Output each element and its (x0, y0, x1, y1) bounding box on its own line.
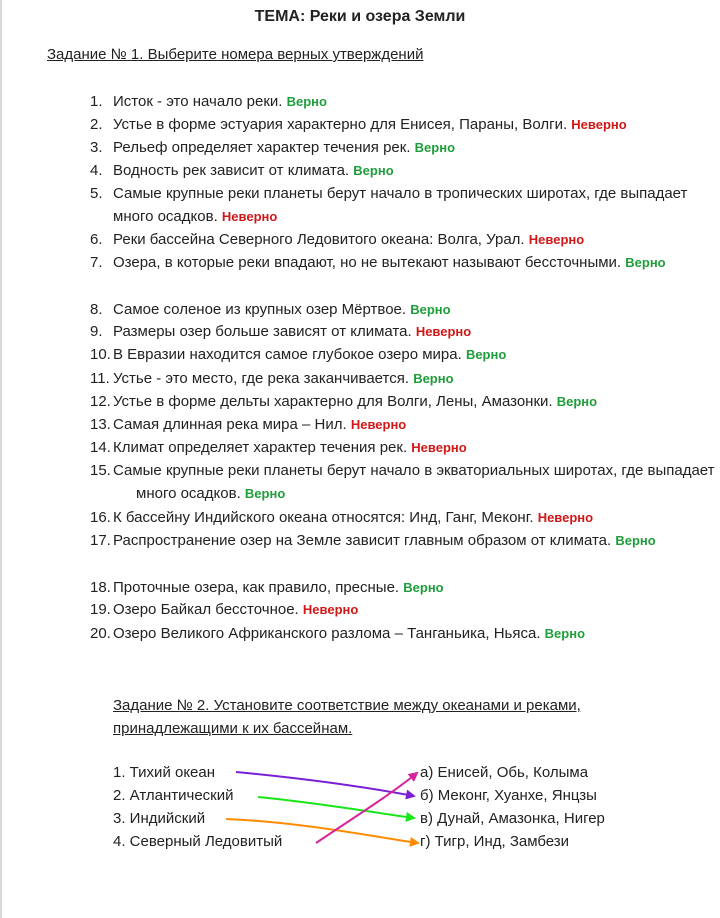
statement-number: 7. (90, 254, 103, 271)
verdict-label: Верно (413, 371, 454, 386)
statement-text: Рельеф определяет характер течения рек. (113, 139, 411, 156)
verdict-label: Неверно (350, 417, 407, 432)
statement-text: Устье - это место, где река заканчивается. (113, 370, 410, 387)
river-group-a: а) Енисей, Обь, Колыма (420, 764, 589, 781)
ocean-3: 3. Индийский (113, 810, 206, 827)
verdict-label: Верно (544, 626, 586, 641)
statement-text: Проточные озера, как правило, пресные. (113, 579, 400, 596)
river-group-b: б) Меконг, Хуанхе, Янцзы (420, 787, 597, 804)
verdict-label: Верно (615, 533, 656, 548)
statement-text: Устье в форме дельты характерно для Волги, Лены, Амазонки. (113, 393, 553, 410)
arrow-pacific-to-b (236, 772, 414, 796)
verdict-label: Верно (410, 302, 451, 317)
arrow-atlantic-to-c (258, 797, 414, 818)
ocean-2: 2. Атлантический (113, 787, 234, 804)
statement-text: Реки бассейна Северного Ледовитого океана: Волга, Урал. (113, 231, 525, 248)
verdict-label: Неверно (528, 232, 585, 247)
verdict-label: Неверно (221, 209, 278, 224)
statement-number: 4. (90, 162, 103, 179)
statement-number: 9. (90, 323, 103, 340)
verdict-label: Верно (556, 394, 598, 409)
statement-number: 17. (90, 532, 111, 549)
verdict-label: Верно (286, 94, 327, 109)
statement-number: 8. (90, 301, 103, 318)
statement-number: 5. (90, 185, 103, 202)
statement-number: 6. (90, 231, 103, 248)
verdict-label: Неверно (571, 117, 627, 132)
task2-heading: Задание № 2. Установите соответствие между океанами и реками, принадлежащими к их бассейнам. (113, 697, 581, 737)
statement-text: Самые крупные реки планеты берут начало в экваториальных широтах, где выпадает много осадков. (113, 462, 715, 502)
statement-text: Исток - это начало реки. (113, 93, 283, 110)
statement-text: Распространение озер на Земле зависит главным образом от климата. (113, 532, 612, 549)
statement-text: Устье в форме эстуария характерно для Енисея, Параны, Волги. (113, 116, 568, 133)
statement-text: Озеро Байкал бессточное. (113, 601, 299, 618)
verdict-label: Неверно (415, 324, 472, 339)
statement-text: Размеры озер больше зависят от климата. (113, 323, 412, 340)
statement-number: 2. (90, 116, 103, 133)
river-group-c: в) Дунай, Амазонка, Нигер (420, 810, 605, 827)
verdict-label: Верно (353, 163, 394, 178)
statement-number: 10. (90, 346, 111, 363)
ocean-4: 4. Северный Ледовитый (113, 833, 283, 850)
verdict-label: Верно (244, 486, 286, 501)
river-group-d: г) Тигр, Инд, Замбези (420, 833, 570, 850)
statement-text: Водность рек зависит от климата. (113, 162, 350, 179)
verdict-label: Верно (625, 255, 666, 270)
statement-text: В Евразии находится самое глубокое озеро мира. (113, 346, 462, 363)
statement-number: 13. (90, 416, 111, 433)
verdict-label: Неверно (411, 440, 467, 455)
statement-number: 18. (90, 579, 111, 596)
statement-number: 11. (90, 370, 110, 387)
statement-number: 1. (90, 93, 103, 110)
statement-text: Климат определяет характер течения рек. (113, 439, 408, 456)
verdict-label: Верно (403, 580, 444, 595)
statement-text: Самое соленое из крупных озер Мёртвое. (113, 301, 407, 318)
task1-heading: Задание № 1. Выберите номера верных утверждений (47, 46, 424, 63)
statement-text: Озеро Великого Африканского разлома – Танганьика, Ньяса. (113, 625, 541, 642)
ocean-1: 1. Тихий океан (113, 764, 216, 781)
verdict-label: Неверно (302, 602, 359, 617)
statement-number: 12. (90, 393, 111, 410)
verdict-label: Верно (465, 347, 507, 362)
statement-text: К бассейну Индийского океана относятся: Инд, Ганг, Меконг. (113, 509, 534, 526)
statement-text: Самые крупные реки планеты берут начало в тропических широтах, где выпадает много осадков. (113, 185, 688, 225)
statement-number: 14. (90, 439, 111, 456)
verdict-label: Верно (414, 140, 456, 155)
statement-number: 15. (90, 462, 111, 479)
statement-number: 20. (90, 625, 111, 642)
statement-number: 19. (90, 601, 111, 618)
statement-number: 3. (90, 139, 103, 156)
page-title: ТЕМА: Реки и озера Земли (254, 8, 466, 25)
statement-number: 16. (90, 509, 111, 526)
verdict-label: Неверно (537, 510, 594, 525)
statement-text: Озера, в которые реки впадают, но не вытекают называют бессточными. (113, 254, 622, 271)
statement-text: Самая длинная река мира – Нил. (113, 416, 347, 433)
